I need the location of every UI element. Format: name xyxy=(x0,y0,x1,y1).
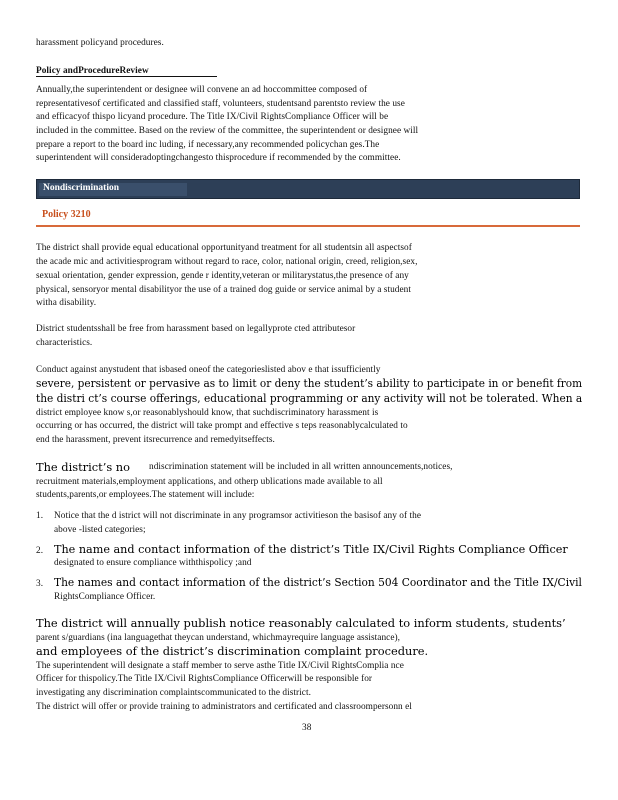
list-number: 2. xyxy=(36,546,44,556)
list-line: Notice that the d istrict will not discriminate in any programsor activitieson the basisof any of the xyxy=(54,511,422,521)
list-line: above -listed categories; xyxy=(54,525,146,535)
policy-number: Policy 3210 xyxy=(42,209,91,220)
para-line: The district will offer or provide training to administrators and certificated and classroompersonn el xyxy=(36,702,412,712)
section-title: Nondiscrimination xyxy=(43,183,120,193)
para-line: Conduct against anystudent that isbased oneof the categorieslisted abov e that issufficiently xyxy=(36,365,381,375)
para-line: investigating any discrimination complaintscommunicated to the district. xyxy=(36,688,311,698)
para-line: severe, persistent or pervasive as to limit or deny the student’s ability to participate in or benefit from xyxy=(36,377,583,390)
para-line: the distri ct’s course offerings, educational programming or any activity will not be tolerated. When a xyxy=(36,392,583,405)
list-line: The names and contact information of the district’s Section 504 Coordinator and the Title IX/Civil xyxy=(54,576,582,589)
para-line: The district’s no xyxy=(36,460,130,474)
para-line: characteristics. xyxy=(36,338,93,348)
para-line: and employees of the district’s discrimination complaint procedure. xyxy=(36,644,429,658)
review-line: Annually,the superintendent or designee will convene an ad hoccommittee composed of xyxy=(36,85,368,95)
list-line: RightsCompliance Officer. xyxy=(54,592,156,602)
para-line: recruitment materials,employment applications, and otherp ublications made available to all xyxy=(36,477,383,487)
policy-divider xyxy=(36,225,580,227)
para-line: The superintendent will designate a staff member to serve asthe Title IX/Civil RightsComplia nce xyxy=(36,661,404,671)
list-line: The name and contact information of the district’s Title IX/Civil Rights Compliance Officer xyxy=(54,543,568,556)
para-line: physical, sensoryor mental disabilityor the use of a trained dog guide or service animal by a student xyxy=(36,285,412,295)
para-line: end the harassment, prevent itsrecurrence and remedyitseffects. xyxy=(36,435,275,445)
para-line: occurring or has occurred, the district will take prompt and effective s teps reasonablycalculated to xyxy=(36,421,408,431)
para-line: ndiscrimination statement will be included in all written announcements,notices, xyxy=(149,462,453,472)
para-line: The district shall provide equal educational opportunityand treatment for all studentsin all aspectsof xyxy=(36,243,412,253)
para-line: parent s/guardians (ina languagethat theycan understand, whichmayrequire language assistance), xyxy=(36,633,401,643)
review-line: superintendent will consideradoptingchangesto thisprocedure if recommended by the committee. xyxy=(36,153,401,163)
list-line: designated to ensure compliance withthispolicy ;and xyxy=(54,558,252,568)
page-number: 38 xyxy=(302,723,312,733)
review-line: and efficacyof thispo licyand procedure. The Title IX/Civil RightsCompliance Officer will be xyxy=(36,112,389,122)
review-heading-underline xyxy=(36,76,217,77)
review-line: included in the committee. Based on the review of the committee, the superintendent or designee will xyxy=(36,126,419,136)
section-header-bar xyxy=(36,179,580,199)
para-line: The district will annually publish notice reasonably calculated to inform students, students’ xyxy=(36,616,566,630)
list-number: 1. xyxy=(36,511,44,521)
para-line: the acade mic and activitiesprogram without regard to race, color, national origin, creed, religion,sex, xyxy=(36,257,418,267)
review-line: representativesof certificated and classified staff, volunteers, studentsand parentsto review the use xyxy=(36,99,405,109)
para-line: witha disability. xyxy=(36,298,97,308)
para-line: district employee know s,or reasonablyshould know, that suchdiscriminatory harassment is xyxy=(36,408,379,418)
para-line: Officer for thispolicy.The Title IX/Civil RightsCompliance Officerwill be responsible for xyxy=(36,674,373,684)
para-line: District studentsshall be free from harassment based on legallyprote cted attributesor xyxy=(36,324,356,334)
carryover-line: harassment policyand procedures. xyxy=(36,38,164,48)
review-line: prepare a report to the board inc luding, if necessary,any recommended policychan ges.The xyxy=(36,140,380,150)
review-heading: Policy andProcedureReview xyxy=(36,66,149,76)
para-line: sexual orientation, gender expression, gende r identity,veteran or militarystatus,the presence of any xyxy=(36,271,409,281)
para-line: students,parents,or employees.The statement will include: xyxy=(36,490,255,500)
list-number: 3. xyxy=(36,579,44,589)
